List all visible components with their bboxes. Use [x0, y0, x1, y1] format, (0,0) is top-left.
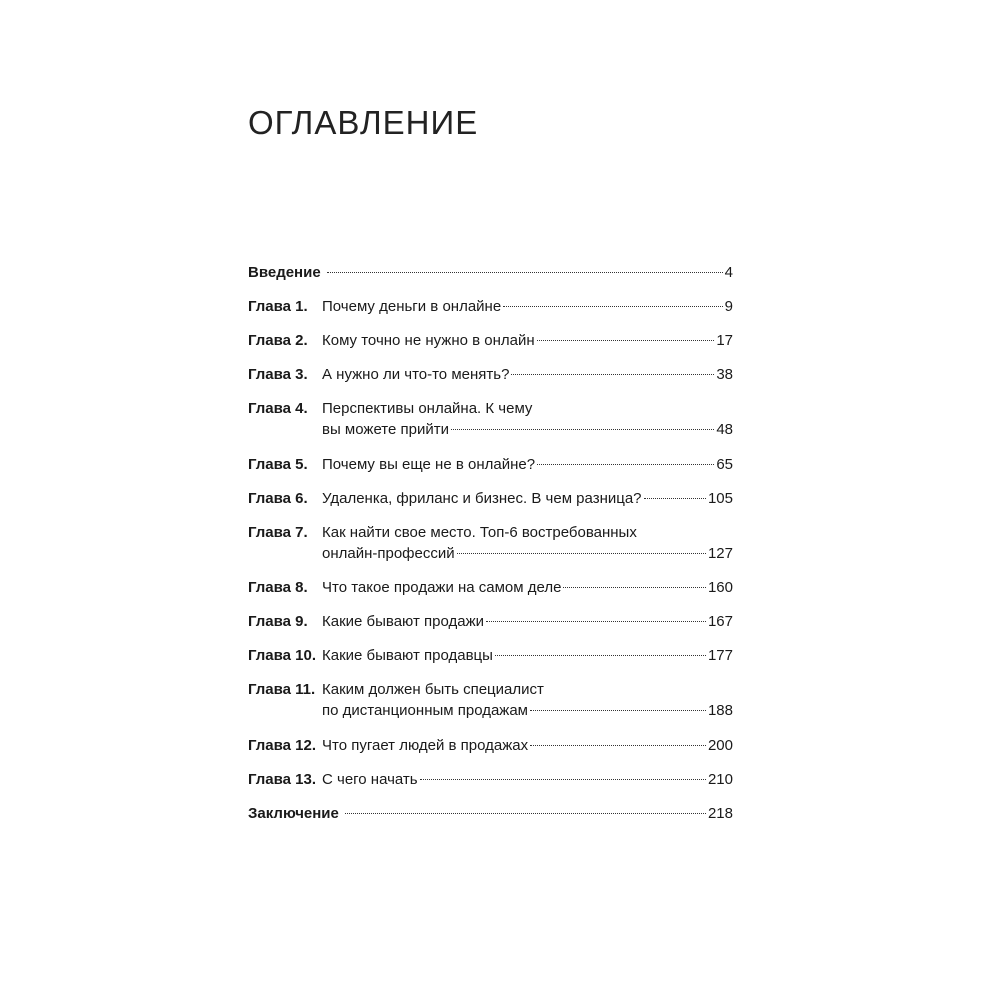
toc-entry-title: Удаленка, фриланс и бизнес. В чем разница? [322, 490, 642, 507]
toc-entry-title: Какие бывают продажи [322, 613, 484, 630]
toc-entry-body [322, 364, 733, 385]
page-number: 65 [716, 456, 733, 473]
toc-entry-body [325, 262, 733, 283]
page-number: 17 [716, 332, 733, 349]
toc-entry-label: Глава 13. [248, 771, 317, 788]
toc-entry-body [322, 488, 733, 509]
dot-leader [457, 553, 706, 554]
toc-entry-title: Почему деньги в онлайне [322, 298, 502, 315]
page-number: 48 [716, 421, 733, 438]
page-number: 188 [707, 702, 733, 719]
toc-entry-body [322, 577, 733, 598]
toc-entry-label: Глава 9. [248, 613, 308, 630]
dot-leader [503, 306, 722, 307]
toc-entry-body [322, 611, 733, 632]
toc-entry[interactable] [248, 398, 733, 440]
page-number: 9 [724, 298, 733, 315]
toc-entry-label: Глава 2. [248, 332, 308, 349]
toc-entry-title: Перспективы онлайна. К чему [322, 400, 533, 417]
toc-entry[interactable] [248, 330, 733, 351]
toc-entry[interactable] [248, 577, 733, 598]
page-number: 160 [707, 579, 733, 596]
page-title: ОГЛАВЛЕНИЕ [248, 104, 479, 141]
toc-entry-body [322, 454, 733, 475]
toc-entry[interactable] [248, 262, 733, 283]
page-number: 167 [707, 613, 733, 630]
toc-entry-title: Что такое продажи на самом деле [322, 579, 562, 596]
toc-entry-label: Глава 6. [248, 490, 308, 507]
page-number: 38 [716, 366, 733, 383]
toc-entry-label: Глава 4. [248, 400, 308, 417]
toc-entry[interactable] [248, 296, 733, 317]
toc-entry-body [322, 645, 733, 666]
toc-entry-title: Почему вы еще не в онлайне? [322, 456, 536, 473]
dot-leader [537, 464, 714, 465]
dot-leader [486, 621, 706, 622]
toc-entry-body [322, 296, 733, 317]
toc-entry-label: Заключение [248, 805, 339, 822]
toc-entry[interactable] [248, 611, 733, 632]
toc-entry-title: Каким должен быть специалист [322, 681, 544, 698]
toc-entry-body [322, 522, 733, 564]
toc-entry[interactable] [248, 769, 733, 790]
page-number: 105 [707, 490, 733, 507]
dot-leader [345, 813, 706, 814]
toc-entry-label: Глава 8. [248, 579, 308, 596]
toc-entry-label: Глава 7. [248, 524, 308, 541]
dot-leader [530, 745, 706, 746]
toc-entry-title: Как найти свое место. Топ-6 востребованных [322, 524, 637, 541]
page-number: 200 [707, 737, 733, 754]
toc-entry-body [322, 330, 733, 351]
dot-leader [537, 340, 715, 341]
toc-entry-label: Глава 5. [248, 456, 308, 473]
toc-entry-title: Что пугает людей в продажах [322, 737, 529, 754]
toc-entry[interactable] [248, 364, 733, 385]
toc-entry[interactable] [248, 679, 733, 721]
dot-leader [327, 272, 723, 273]
toc-entry-title: Какие бывают продавцы [322, 647, 493, 664]
toc-entry-body [322, 769, 733, 790]
page-number: 127 [707, 545, 733, 562]
dot-leader [495, 655, 706, 656]
page-number: 210 [707, 771, 733, 788]
toc-entry-label: Глава 3. [248, 366, 308, 383]
toc-entry-label: Глава 11. [248, 681, 316, 698]
toc-entry[interactable] [248, 454, 733, 475]
dot-leader [563, 587, 706, 588]
toc-entry-title: А нужно ли что-то менять? [322, 366, 510, 383]
toc-entry-label: Глава 12. [248, 737, 317, 754]
toc-entry-title: по дистанционным продажам [322, 702, 528, 719]
toc-entry[interactable] [248, 735, 733, 756]
dot-leader [451, 429, 714, 430]
toc-entry[interactable] [248, 803, 733, 824]
dot-leader [644, 498, 706, 499]
toc-entry-body [322, 679, 733, 721]
toc-entry-label: Введение [248, 264, 321, 281]
dot-leader [511, 374, 714, 375]
toc-entry-title: онлайн-профессий [322, 545, 455, 562]
toc-entry-body [322, 398, 733, 440]
page-number: 177 [707, 647, 733, 664]
dot-leader [530, 710, 706, 711]
toc-entry-title: Кому точно не нужно в онлайн [322, 332, 535, 349]
toc-entry-label: Глава 10. [248, 647, 317, 664]
toc-entry-title: С чего начать [322, 771, 418, 788]
page-number: 4 [724, 264, 733, 281]
dot-leader [420, 779, 706, 780]
toc-entry-title: вы можете прийти [322, 421, 449, 438]
toc-entry[interactable] [248, 645, 733, 666]
toc-entry-label: Глава 1. [248, 298, 308, 315]
toc-entry-body [322, 735, 733, 756]
page-number: 218 [707, 805, 733, 822]
toc-entry-body [343, 803, 733, 824]
toc-entry[interactable] [248, 522, 733, 564]
toc-entry[interactable] [248, 488, 733, 509]
